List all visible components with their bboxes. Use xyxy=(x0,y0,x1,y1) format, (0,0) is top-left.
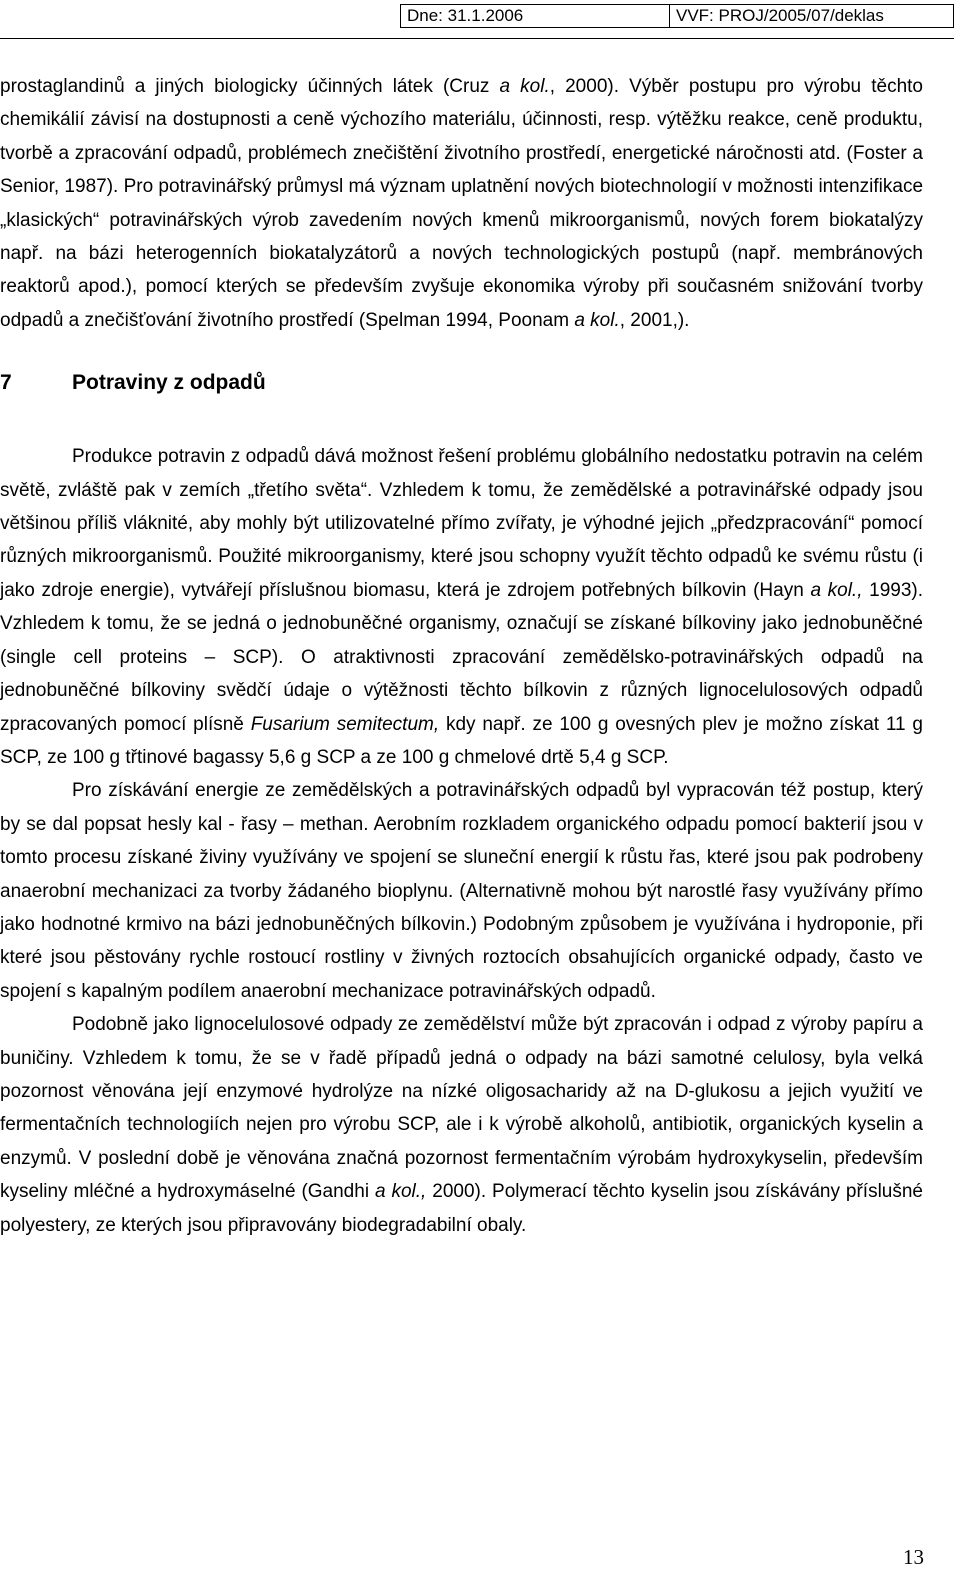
section-title: Potraviny z odpadů xyxy=(72,371,266,395)
intro-text-2: , 2000). Výběr postupu pro výrobu těchto chemikálií závisí na dostupnosti a ceně výchozího materiálu, účinnosti, resp. výtěžku reakce, ceně produktu, tvorbě a zpracování odpadů, problémech znečištění životního prostředí, energetické náročnosti atd. (Foster a Senior, 1987). Pro potravinářský průmysl má význam uplatnění nových biotechnologií v možnosti intenzifikace „klasických“ potravinářských výrob zavedením nových kmenů mikroorganismů, nových forem biokatalýzy např. na bázi heterogenních biokatalyzátorů a nových technologických postupů (např. membránových reaktorů apod.), pomocí kterých se především zvyšuje ekonomika výroby při současném snižování tvorby odpadů a znečišťování životního prostředí (Spelman 1994, Poonam xyxy=(0,76,924,331)
document-body xyxy=(0,70,923,1242)
header-date: Dne: 31.1.2006 xyxy=(401,5,670,27)
p1-italic-1: a kol., xyxy=(810,579,863,601)
section-heading xyxy=(0,368,923,398)
p1-text-3: kdy např. ze 100 g ovesných plev je možno získat 11 g SCP, ze 100 g třtinové bagassy 5,6 g SCP a ze 100 g chmelové drtě 5,4 g SCP. xyxy=(0,713,924,768)
page-number: 13 xyxy=(903,1545,924,1569)
p3-text-2: 2000). Polymerací těchto kyselin jsou získávány příslušné polyestery, ze kterých jsou připravovány biodegradabilní obaly. xyxy=(0,1181,923,1236)
p3-text-1: Podobně jako lignocelulosové odpady ze zemědělství může být zpracován i odpad z výroby papíru a buničiny. Vzhledem k tomu, že se v řadě případů jedná o odpady na bázi samotné celulosy, byla velká pozornost věnována její enzymové hydrolýze na nízké oligosacharidy až na D-glukosu a jejich využití ve fermentačních technologiích nejen pro výrobu SCP, ale i k výrobě alkoholů, antibiotik, organických kyselin a enzymů. V poslední době je věnována značná pozornost fermentačním výrobám hydroxykyselin, především kyseliny mléčné a hydroxymáselné (Gandhi xyxy=(0,1014,923,1203)
section-number: 7 xyxy=(0,371,12,395)
paragraph-paper-waste xyxy=(0,1008,923,1242)
p3-italic-1: a kol., xyxy=(374,1181,427,1203)
paragraph-waste-food xyxy=(0,440,923,774)
intro-italic-2: a kol. xyxy=(574,309,620,331)
header-rule xyxy=(0,38,954,39)
paragraph-energy: Pro získávání energie ze zemědělských a potravinářských odpadů byl vypracován též postup, který by se dal popsat hesly kal - řasy – methan. Aerobním rozkladem organického odpadu pomocí bakterií jsou v tomto procesu získané živiny využívány ve spojení se sluneční energií k růstu řas, které jsou pak podrobeny anaerobní mechanizaci za tvorby žádaného bioplynu. (Alternativně mohou být narostlé řasy využívány přímo jako hodnotné krmivo na bázi jednobuněčných bílkovin.) Podobným způsobem je využívána i hydroponie, při které jsou pěstovány rychle rostoucí rostliny v živných roztocích obsahujících organické odpady, často ve spojení s kapalným podílem anaerobní mechanizace potravinářských odpadů. xyxy=(0,780,923,1002)
intro-paragraph xyxy=(0,70,923,337)
intro-text-3: , 2001,). xyxy=(619,309,690,331)
page-header xyxy=(400,4,954,28)
intro-text-1: prostaglandinů a jiných biologicky účinných látek (Cruz xyxy=(0,76,500,97)
p1-text-1: Produkce potravin z odpadů dává možnost řešení problému globálního nedostatku potravin na celém světě, zvláště pak v zemích „třetího světa“. Vzhledem k tomu, že zemědělské a potravinářské odpady jsou většinou příliš vláknité, aby mohly být utilizovatelné přímo zvířaty, je výhodné jejich „předzpracování“ pomocí různých mikroorganismů. Použité mikroorganismy, které jsou schopny využít těchto odpadů ke svému růstu (i jako zdroje energie), vytvářejí příslušnou biomasu, která je zdrojem potřebných bílkovin (Hayn xyxy=(0,446,923,601)
p1-italic-2: Fusarium semitectum, xyxy=(250,713,440,735)
p1-text-2: 1993). Vzhledem k tomu, že se jedná o jednobuněčné organismy, označují se získané bílkoviny jako jednobuněčné (single cell proteins – SCP). O atraktivnosti zpracování zemědělsko-potravinářských odpadů na jednobuněčné bílkoviny svědčí údaje o výtěžnosti těchto bílkovin z různých lignocelulosových odpadů zpracovaných pomocí plísně xyxy=(0,579,924,735)
header-reference: VVF: PROJ/2005/07/deklas xyxy=(676,6,884,25)
intro-italic-1: a kol. xyxy=(499,76,550,97)
